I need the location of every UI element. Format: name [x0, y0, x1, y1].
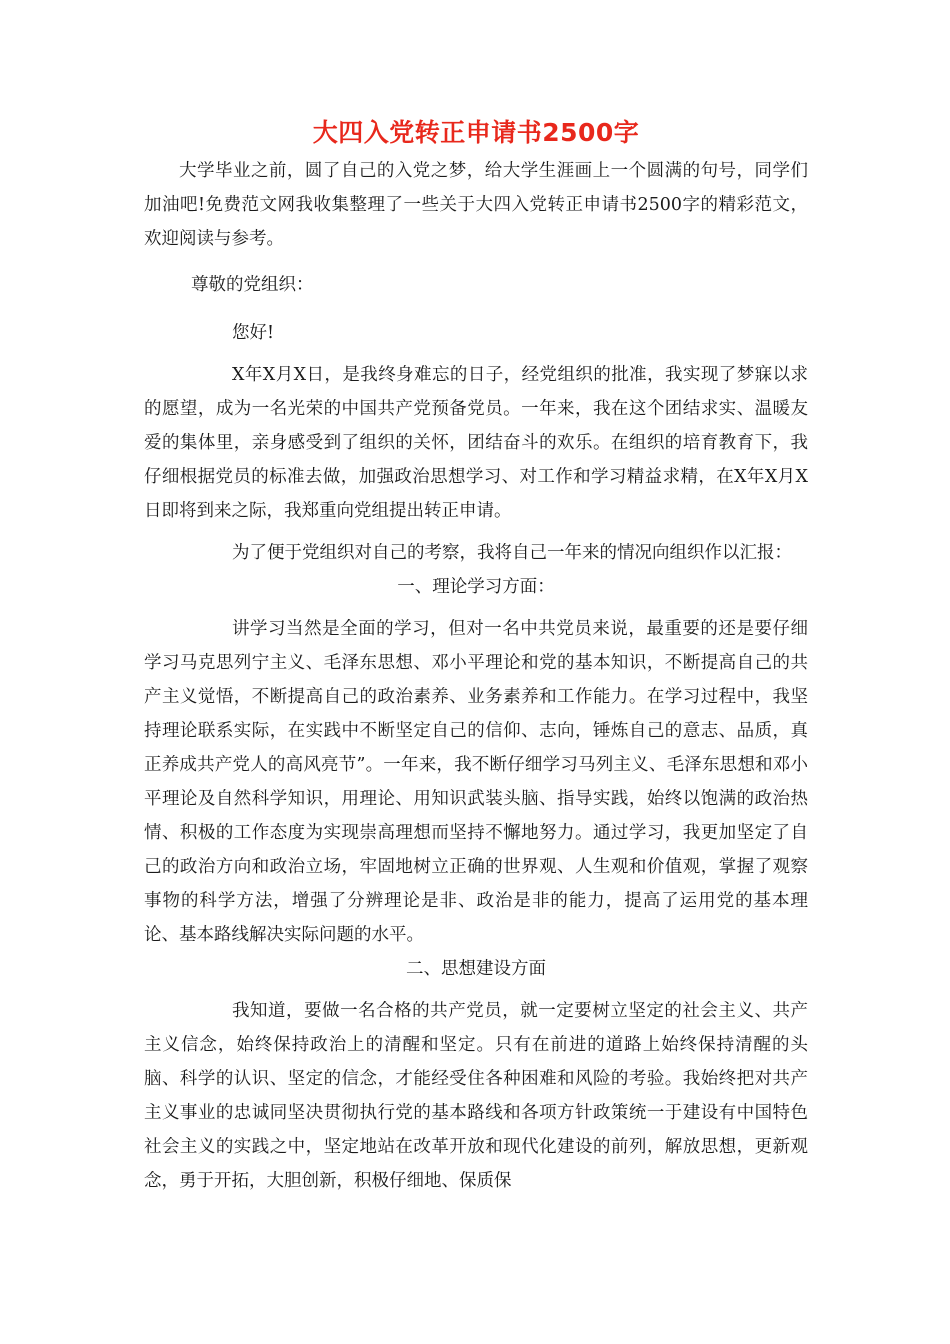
section-heading-theory: 一、理论学习方面： [397, 577, 555, 597]
document-page [144, 112, 808, 1198]
salutation: 尊敬的党组织： [191, 275, 314, 295]
document-title: 大四入党转正申请书2500字 [312, 118, 640, 147]
section-heading-ideology: 二、思想建设方面 [406, 959, 546, 979]
greeting: 您好! [232, 323, 275, 343]
paragraph-ideology: 我知道，要做一名合格的共产党员，就一定要树立坚定的社会主义、共产主义信念，始终保持政治上的清醒和坚定。只有在前进的道路上始终保持清醒的头脑、科学的认识、坚定的信念，才能经受住各种困难和风险的考验。我始终把对共产主义事业的忠诚同坚决贯彻执行党的基本路线和各项方针政策统一于建设有中国特色社会主义的实践之中，坚定地站在改革开放和现代化建设的前列，解放思想，更新观念，勇于开拓，大胆创新，积极仔细地、保质保 [144, 1001, 808, 1191]
paragraph-admission: X年X月X日，是我终身难忘的日子，经党组织的批准，我实现了梦寐以求的愿望，成为一名光荣的中国共产党预备党员。一年来，我在这个团结求实、温暖友爱的集体里，亲身感受到了组织的关怀，团结奋斗的欢乐。在组织的培育教育下，我仔细根据党员的标准去做，加强政治思想学习、对工作和学习精益求精，在X年X月X日即将到来之际，我郑重向党组提出转正申请。 [144, 365, 808, 521]
paragraph-report-intro: 为了便于党组织对自己的考察，我将自己一年来的情况向组织作以汇报： [232, 543, 792, 563]
paragraph-theory-study: 讲学习当然是全面的学习，但对一名中共党员来说，最重要的还是要仔细学习马克思列宁主义、毛泽东思想、邓小平理论和党的基本知识，不断提高自己的共产主义觉悟，不断提高自己的政治素养、业务素养和工作能力。在学习过程中，我坚持理论联系实际，在实践中不断坚定自己的信仰、志向，锤炼自己的意志、品质，真正养成共产党人的高风亮节”。一年来，我不断仔细学习马列主义、毛泽东思想和邓小平理论及自然科学知识，用理论、用知识武装头脑、指导实践，始终以饱满的政治热情、积极的工作态度为实现崇高理想而坚持不懈地努力。通过学习，我更加坚定了自己的政治方向和政治立场，牢固地树立正确的世界观、人生观和价值观，掌握了观察事物的科学方法，增强了分辨理论是非、政治是非的能力，提高了运用党的基本理论、基本路线解决实际问题的水平。 [144, 619, 808, 945]
intro-paragraph: 大学毕业之前，圆了自己的入党之梦，给大学生涯画上一个圆满的句号，同学们加油吧!免费范文网我收集整理了一些关于大四入党转正申请书2500字的精彩范文，欢迎阅读与参考。 [144, 161, 808, 249]
